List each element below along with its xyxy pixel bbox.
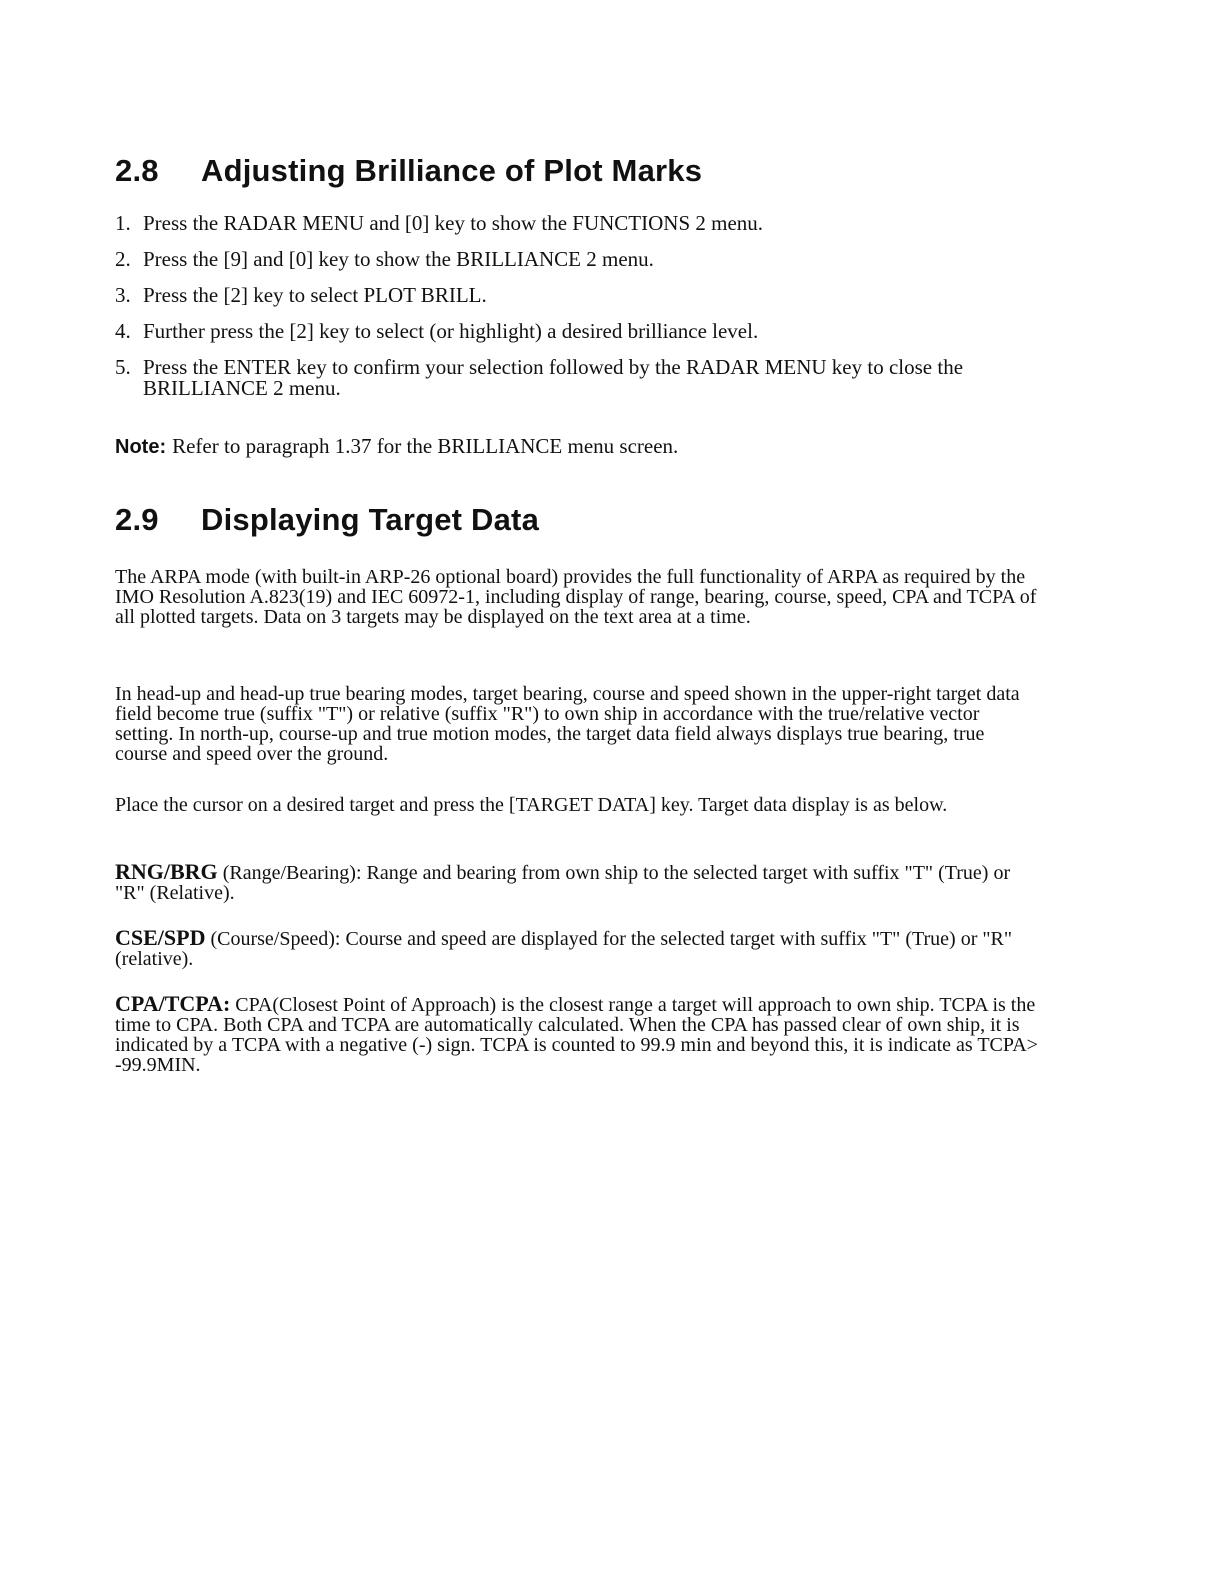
list-item — [115, 213, 1035, 234]
note-text: Refer to paragraph 1.37 for the BRILLIANCE menu screen. — [172, 434, 679, 458]
section-2-9-title: Displaying Target Data — [201, 502, 540, 537]
list-item — [115, 249, 1035, 270]
cpa-tcpa-definition — [115, 991, 1040, 1076]
note — [115, 436, 678, 458]
rng-brg-text: (Range/Bearing): Range and bearing from own ship to the selected target with suffix "T" (True) or "R" (Relative). — [115, 862, 1011, 904]
step-text: Further press the [2] key to select (or highlight) a desired brilliance level. — [143, 319, 759, 343]
list-item — [115, 285, 1035, 306]
section-2-9-number: 2.9 — [115, 502, 159, 537]
note-label: Note: — [115, 436, 167, 458]
section-2-8-number: 2.8 — [115, 153, 159, 188]
step-text: Press the ENTER key to confirm your selection followed by the RADAR MENU key to close the BRILLIANCE 2 menu. — [143, 355, 964, 400]
list-item — [115, 357, 1035, 399]
section-2-8-heading — [115, 153, 702, 189]
step-text: Press the RADAR MENU and [0] key to show the FUNCTIONS 2 menu. — [143, 211, 764, 235]
rng-brg-definition — [115, 859, 1040, 904]
step-number: 2. — [115, 247, 131, 271]
cpa-tcpa-text: CPA(Closest Point of Approach) is the closest range a target will approach to own ship. TCPA is the time to CPA. Both CPA and TCPA are automatically calculated. When the CPA has passed clear of own ship, it is indicated by a TCPA with a negative (-) sign. TCPA is counted to 99.9 min and beyond this, it is indicate as TCPA> -99.9MIN. — [115, 994, 1038, 1076]
list-item — [115, 321, 1035, 342]
brilliance-steps-list — [115, 213, 1035, 399]
rng-brg-term: RNG/BRG — [115, 859, 218, 884]
cse-spd-definition — [115, 925, 1040, 970]
cse-spd-term: CSE/SPD — [115, 925, 206, 950]
cpa-tcpa-term: CPA/TCPA: — [115, 991, 231, 1016]
step-number: 5. — [115, 355, 131, 379]
bearing-modes-paragraph: In head-up and head-up true bearing modes, target bearing, course and speed shown in the upper-right target data field become true (suffix "T") or relative (suffix "R") to own ship in accordance with the true/relative vector setting. In north-up, course-up and true motion modes, the target data field always displays true bearing, true course and speed over the ground. — [115, 683, 1020, 765]
step-text: Press the [2] key to select PLOT BRILL. — [143, 283, 487, 307]
section-2-9-heading — [115, 502, 539, 538]
step-number: 3. — [115, 283, 131, 307]
step-number: 4. — [115, 319, 131, 343]
cursor-instruction-paragraph: Place the cursor on a desired target and press the [TARGET DATA] key. Target data display is as below. — [115, 794, 948, 816]
cse-spd-text: (Course/Speed): Course and speed are displayed for the selected target with suffix "T" (True) or "R" (relative). — [115, 928, 1013, 970]
step-text: Press the [9] and [0] key to show the BRILLIANCE 2 menu. — [143, 247, 654, 271]
section-2-8-title: Adjusting Brilliance of Plot Marks — [201, 153, 703, 188]
arpa-intro-paragraph: The ARPA mode (with built-in ARP-26 optional board) provides the full functionality of ARPA as required by the IMO Resolution A.823(19) and IEC 60972-1, including display of range, bearing, course, speed, CPA and TCPA of all plotted targets. Data on 3 targets may be displayed on the text area at a time. — [115, 566, 1037, 628]
step-number: 1. — [115, 211, 131, 235]
